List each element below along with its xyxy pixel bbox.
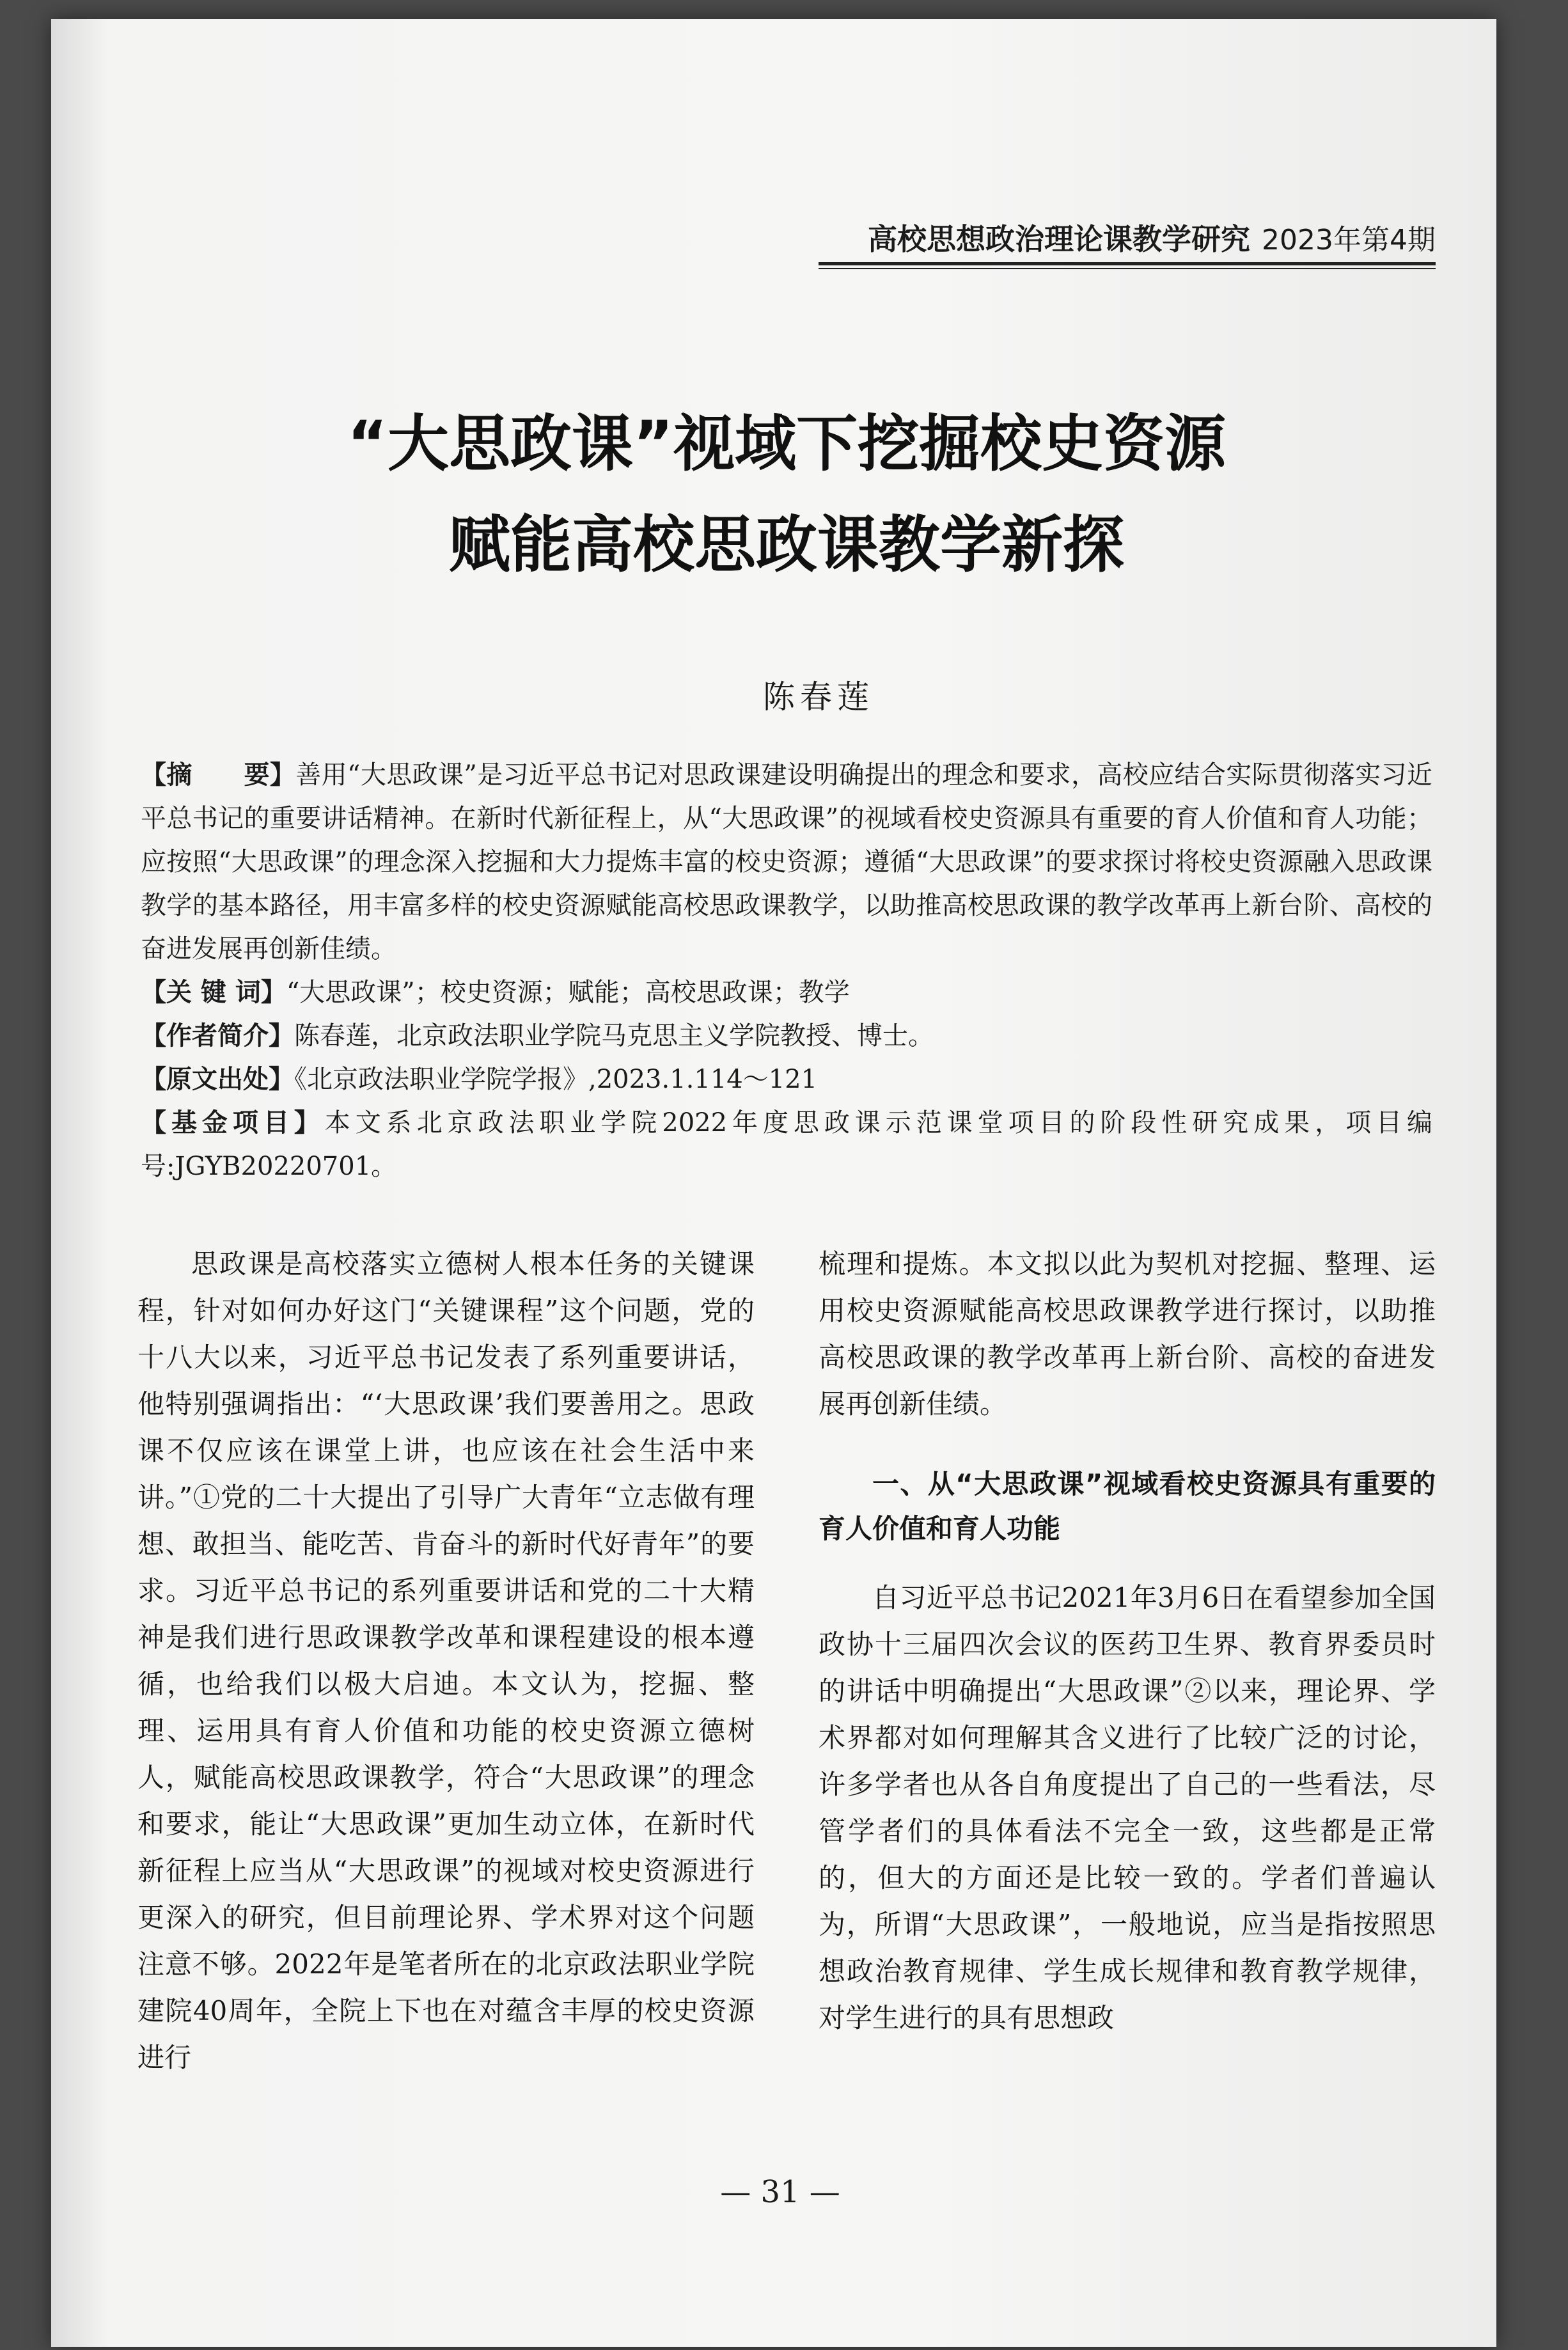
author-bio-label: 【作者简介】 [141, 1021, 294, 1051]
fund-label: 【基金项目】 [141, 1108, 325, 1138]
journal-page [51, 19, 1496, 2347]
section-heading: 一、从“大思政课”视域看校史资源具有重要的育人价值和育人功能 [819, 1468, 1436, 1544]
journal-name: 高校思想政治理论课教学研究 [868, 222, 1251, 256]
body-paragraph: 自习近平总书记2021年3月6日在看望参加全国政协十三届四次会议的医药卫生界、教育界委员时的讲话中明确提出“大思政课”②以来，理论界、学术界都对如何理解其含义进行了比较广泛的讨论，许多学者也从各自角度提出了自己的一些看法，尽管学者们的具体看法不完全一致，这些都是正常的，但大的方面还是比较一致的。学者们普遍认为，所谓“大思政课”，一般地说，应当是指按照思想政治教育规律、学生成长规律和教育教学规律，对学生进行的具有思想政 [819, 1582, 1436, 2033]
page-number: — 31 — [720, 2174, 840, 2210]
article-title [179, 393, 1394, 595]
fund [141, 1101, 1432, 1188]
title-line-1: “大思政课”视域下挖掘校史资源 [347, 408, 1227, 480]
keywords-text: “大思政课”；校史资源；赋能；高校思政课；教学 [286, 978, 850, 1007]
keywords [141, 971, 1432, 1014]
keywords-label: 【关 键 词】 [141, 978, 286, 1007]
issue-number: 2023年第4期 [1262, 224, 1436, 256]
body-column-left [137, 1241, 755, 2081]
body-column-right [819, 1241, 1436, 2041]
abstract-text: 善用“大思政课”是习近平总书记对思政课建设明确提出的理念和要求，高校应结合实际贯彻落实习近平总书记的重要讲话精神。在新时代新征程上，从“大思政课”的视域看校史资源具有重要的育人价值和育人功能；应按照“大思政课”的理念深入挖掘和大力提炼丰富的校史资源；遵循“大思政课”的要求探讨将校史资源融入思政课教学的基本路径，用丰富多样的校史资源赋能高校思政课教学，以助推高校思政课的教学改革再上新台阶、高校的奋进发展再创新佳绩。 [141, 760, 1432, 964]
author-bio-text: 陈春莲，北京政法职业学院马克思主义学院教授、博士。 [294, 1021, 934, 1051]
body-paragraph: 梳理和提炼。本文拟以此为契机对挖掘、整理、运用校史资源赋能高校思政课教学进行探讨，以助推高校思政课的教学改革再上新台阶、高校的奋进发展再创新佳绩。 [819, 1248, 1436, 1420]
author-bio [141, 1014, 1432, 1058]
abstract [141, 753, 1432, 971]
fund-text: 本文系北京政法职业学院2022年度思政课示范课堂项目的阶段性研究成果，项目编号:JGYB20220701。 [141, 1108, 1433, 1181]
running-header [860, 219, 1436, 260]
article-metadata [141, 753, 1432, 1188]
body-paragraph: 思政课是高校落实立德树人根本任务的关键课程，针对如何办好这门“关键课程”这个问题，党的十八大以来，习近平总书记发表了系列重要讲话，他特别强调指出：“‘大思政课’我们要善用之。思政课不仅应该在课堂上讲，也应该在社会生活中来讲。”①党的二十大提出了引导广大青年“立志做有理想、敢担当、能吃苦、肯奋斗的新时代好青年”的要求。习近平总书记的系列重要讲话和党的二十大精神是我们进行思政课教学改革和课程建设的根本遵循，也给我们以极大启迪。本文认为，挖掘、整理、运用具有育人价值和功能的校史资源立德树人，赋能高校思政课教学，符合“大思政课”的理念和要求，能让“大思政课”更加生动立体，在新时代新征程上应当从“大思政课”的视域对校史资源进行更深入的研究，但目前理论界、学术界对这个问题注意不够。2022年是笔者所在的北京政法职业学院建院40周年，全院上下也在对蕴含丰厚的校史资源进行 [137, 1248, 755, 2073]
source [141, 1058, 1432, 1101]
author-name: 陈春莲 [763, 678, 874, 716]
header-rule [819, 262, 1436, 269]
source-text: 《北京政法职业学院学报》,2023.1.114～121 [294, 1065, 818, 1094]
abstract-label: 【摘 要】 [141, 760, 296, 790]
title-line-2: 赋能高校思政课教学新探 [449, 509, 1124, 581]
source-label: 【原文出处】 [141, 1065, 294, 1094]
